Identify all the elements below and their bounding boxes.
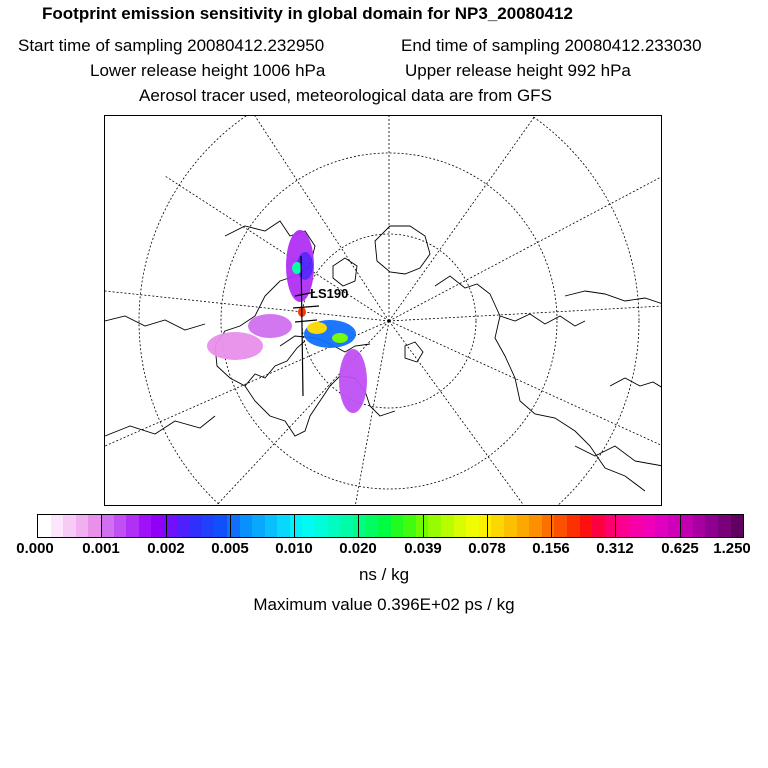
colorbar-swatch [668,515,681,537]
colorbar-swatch [403,515,416,537]
plume-outer [207,332,263,360]
colorbar-divider [487,514,488,538]
colorbar-tick-label: 0.005 [211,540,249,557]
colorbar-swatch [151,515,164,537]
colorbar-swatch [617,515,630,537]
colorbar-divider [101,514,102,538]
colorbar-tick-label: 0.020 [339,540,377,557]
colorbar-swatch [139,515,152,537]
meridian [165,176,389,321]
colorbar-swatch [227,515,240,537]
colorbar [37,514,744,538]
tracer-note: Aerosol tracer used, meteorological data are from GFS [139,86,552,105]
colorbar-swatch [202,515,215,537]
colorbar-tick-label: 0.156 [532,540,570,557]
colorbar-swatch [265,515,278,537]
colorbar-swatch [277,515,290,537]
colorbar-swatch [491,515,504,537]
colorbar-swatch [441,515,454,537]
colorbar-swatch [731,515,744,537]
colorbar-tick-label: 0.010 [275,540,313,557]
station-label: LS190 [310,286,349,301]
footprint-plume [207,230,367,413]
plume-outer [339,349,367,413]
colorbar-swatch [567,515,580,537]
colorbar-swatch [114,515,127,537]
colorbar-swatch [51,515,64,537]
colorbar-divider [615,514,616,538]
colorbar-divider [230,514,231,538]
coastlines [105,221,662,491]
colorbar-swatch [126,515,139,537]
colorbar-tick-label: 0.002 [147,540,185,557]
colorbar-swatch [428,515,441,537]
map-panel [104,115,662,506]
colorbar-tick-label: 1.250 [713,540,751,557]
colorbar-swatch [76,515,89,537]
colorbar-swatch [517,515,530,537]
lower-release-label: Lower release height 1006 hPa [90,61,326,80]
meridian [389,306,662,321]
colorbar-divider [166,514,167,538]
colorbar-swatch [63,515,76,537]
plume-core [292,262,302,274]
colorbar-swatch [718,515,731,537]
colorbar-tick-label: 0.625 [661,540,699,557]
colorbar-tick-label: 0.039 [404,540,442,557]
colorbar-swatch [101,515,114,537]
colorbar-swatch [454,515,467,537]
colorbar-swatch [655,515,668,537]
colorbar-swatch [214,515,227,537]
colorbar-swatch [189,515,202,537]
colorbar-swatch [466,515,479,537]
colorbar-swatch [365,515,378,537]
colorbar-swatch [315,515,328,537]
colorbar-swatch [504,515,517,537]
colorbar-divider [551,514,552,538]
upper-release-label: Upper release height 992 hPa [405,61,631,80]
colorbar-divider [358,514,359,538]
colorbar-swatch [240,515,253,537]
colorbar-divider [294,514,295,538]
colorbar-swatch [38,515,51,537]
meridian [389,116,535,321]
start-time-label: Start time of sampling 20080412.232950 [18,36,325,55]
plume-core [307,322,327,334]
colorbar-swatch [340,515,353,537]
colorbar-tick-label: 0.312 [596,540,634,557]
colorbar-swatch [88,515,101,537]
meridian [389,321,525,506]
colorbar-swatch [328,515,341,537]
plume-outer [248,314,292,338]
colorbar-swatch [177,515,190,537]
meridian [389,321,662,446]
colorbar-swatch [252,515,265,537]
footprint-map [105,116,662,506]
colorbar-swatch [378,515,391,537]
colorbar-swatch [542,515,555,537]
colorbar-swatch [554,515,567,537]
colorbar-swatch [529,515,542,537]
colorbar-tick-label: 0.000 [16,540,54,557]
colorbar-swatch [290,515,303,537]
colorbar-swatch [705,515,718,537]
colorbar-swatch [302,515,315,537]
colorbar-swatch [580,515,593,537]
colorbar-swatch [680,515,693,537]
colorbar-tick-label: 0.078 [468,540,506,557]
meridian [355,321,389,506]
colorbar-swatch [353,515,366,537]
colorbar-tick-label: 0.001 [82,540,120,557]
colorbar-swatch [693,515,706,537]
units-label: ns / kg [358,565,410,584]
colorbar-swatch [479,515,492,537]
colorbar-swatch [630,515,643,537]
colorbar-divider [423,514,424,538]
end-time-label: End time of sampling 20080412.233030 [401,36,702,55]
plume-core [332,333,348,343]
max-value-label: Maximum value 0.396E+02 ps / kg [253,595,515,614]
colorbar-swatch [643,515,656,537]
plot-title: Footprint emission sensitivity in global domain for NP3_20080412 [42,4,573,23]
colorbar-swatch [391,515,404,537]
colorbar-divider [680,514,681,538]
colorbar-swatch [592,515,605,537]
